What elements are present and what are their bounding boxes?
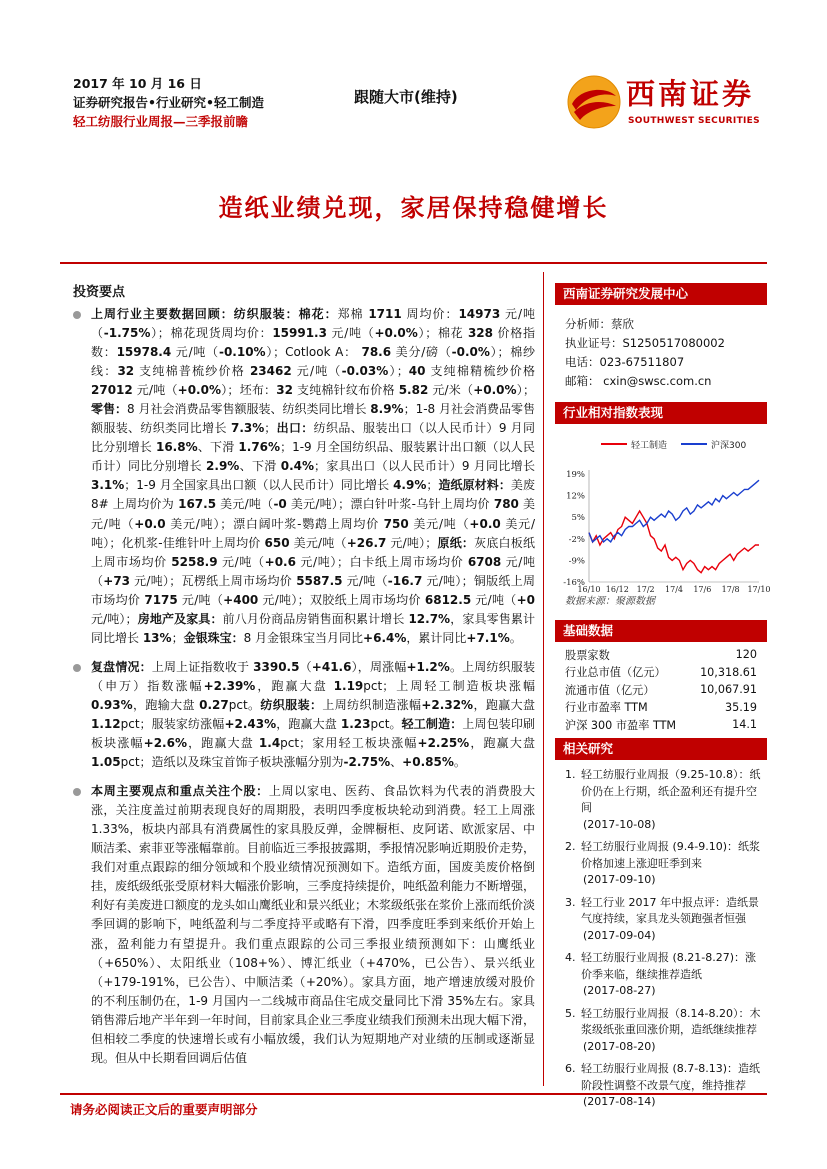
body-text: ）；棉纱线： [91,345,535,379]
related-item-date: (2017-09-10) [583,873,656,886]
basic-data-value: 35.19 [724,700,757,714]
report-name: 轻工纺服行业周报—三季报前瞻 [73,114,249,129]
related-research-list [555,767,767,1111]
related-item-date: (2017-08-20) [583,1039,656,1053]
chart-source: 数据来源：聚源数据 [565,596,655,607]
body-text: ）；坯布： [221,383,277,398]
body-text: 美元/吨（ [289,535,347,550]
body-text: ，跑赢大盘 [473,697,535,712]
emphasis-text: 0.4% [280,459,315,474]
phone: 电话：023-67511807 [565,355,685,369]
body-text: 元/米（ [428,383,474,398]
body-text: ，跑赢大盘 [276,716,341,731]
emphasis-text: 13% [142,630,172,645]
emphasis-text: 750 [383,516,409,531]
basic-data-label: 行业市盈率 TTM [565,701,648,715]
body-text: pct；服装家纺涨幅 [120,716,225,731]
body-text: 支纯棉针纹布价格 [292,383,399,398]
emphasis-text: -0 [273,497,287,512]
y-tick-label: 5% [571,513,585,524]
x-tick-label: 17/10 [747,585,771,594]
basic-data-title: 基础数据 [555,620,767,642]
email[interactable]: 邮箱： cxin@swsc.com.cn [565,374,712,388]
body-text: 元/吨）；双胶纸上周市场均价 [258,592,425,607]
emphasis-text: 0.27 [199,697,229,712]
emphasis-text: +400 [223,592,259,607]
emphasis-text: 780 [493,497,519,512]
body-text: 元/吨）； [91,611,138,626]
body-text: 前八月份商品房销售面积累计增长 [222,611,409,626]
related-research-item[interactable] [565,950,767,1000]
y-tick-label: -16% [563,578,585,588]
body-text: 元/吨（ [471,592,517,607]
y-tick-label: -9% [568,556,585,567]
body-text: 元/吨（ [132,383,178,398]
emphasis-text: -2.75% [343,755,391,770]
body-text: 美元/吨）；漂白阔叶浆-鹦鹉上周均价 [165,516,384,531]
basic-data-value: 14.1 [732,718,757,732]
legend-label: 沪深300 [711,441,747,451]
rating: 跟随大市(维持) [354,88,458,106]
emphasis-text: 金银珠宝： [183,630,244,645]
index-chart-title: 行业相对指数表现 [555,402,767,424]
related-item-title: 轻工纺服行业周报（8.14-8.20）：木浆级纸张重回涨价期，造纸继续推荐 [581,1006,761,1036]
emphasis-text: +2.25% [417,736,470,751]
basic-data-panel [555,620,767,734]
summary-paragraph [73,658,535,772]
bullet-icon [73,311,81,319]
emphasis-text: +0.0 [469,516,501,531]
related-item-date: (2017-10-08) [583,817,656,831]
footer-divider [60,1093,767,1095]
emphasis-text: 零售： [91,402,128,417]
body-text: 周均价： [401,307,459,321]
research-center-panel [555,283,767,391]
related-research-item[interactable] [565,1006,767,1056]
emphasis-text: 12.7% [408,611,451,626]
x-tick-label: 17/6 [693,585,712,594]
emphasis-text: 7175 [144,592,178,607]
emphasis-text: 1.19 [333,678,364,693]
related-research-title: 相关研究 [555,738,767,760]
basic-data-row [555,699,767,717]
column-divider [543,272,544,1086]
body-text: 8 月金银珠宝当月同比 [243,630,364,645]
emphasis-text: +2.6% [143,736,187,751]
emphasis-text: +7.1% [466,630,510,645]
body-text: 支纯棉精梳纱价格 [425,364,535,379]
body-text: 元/吨（ [91,307,535,341]
related-research-item[interactable] [565,839,767,889]
index-chart [555,430,771,594]
related-item-title: 轻工纺服行业周报（9.25-10.8）：纸价仍在上行期，纸企盈利还有提升空间 [581,768,761,814]
body-text: 。 [453,755,466,770]
report-header [73,74,264,131]
emphasis-text: +0.6 [264,554,296,569]
body-text: 灰底白板纸上周市场均价 [91,535,535,569]
body-text: （ [299,659,312,674]
body-text: 美元/吨）；化机浆-佳维针叶上周均价 [91,516,536,550]
emphasis-text: 27012 [91,383,133,398]
emphasis-text: -16.7 [387,573,423,588]
basic-data-label: 沪深 300 市盈率 TTM [565,718,677,732]
footer-disclaimer: 请务必阅读正文后的重要声明部分 [70,1102,258,1117]
body-text: ）；Cotlook A： [265,345,362,360]
emphasis-text: 23462 [249,364,292,379]
emphasis-text: +1.2% [406,659,450,674]
related-item-title: 轻工纺服行业周报 (8.7-8.13)：造纸阶段性调整不改景气度，维持推荐 [581,1062,761,1092]
title-divider [60,262,767,264]
emphasis-text: +26.7 [346,535,387,550]
emphasis-text: 本周主要观点和重点关注个股： [91,784,269,799]
emphasis-text: -1.75% [103,326,151,341]
body-text: pct；家用轻工板块涨幅 [280,736,418,751]
body-text: 元/吨（ [171,345,219,360]
basic-data-label: 流通市值（亿元） [565,683,655,697]
body-text: 元/吨（ [217,554,265,569]
body-text: 元/吨）；白卡纸上周市场均价 [295,554,468,569]
emphasis-text: +2.32% [421,697,474,712]
emphasis-text: 轻工制造： [401,716,463,731]
basic-data-value: 10,067.91 [700,683,757,697]
related-item-number: 3. [565,895,576,909]
body-text: 上周包装印刷板块涨幅 [91,716,535,751]
basic-data-value: 120 [735,648,757,662]
body-text: 元/吨（ [91,554,535,588]
body-text: ）；棉花 [417,326,468,341]
body-text: 元/吨）；铜版纸上周市场均价 [91,573,535,607]
body-text: 元/吨（ [291,364,342,379]
emphasis-text: 5.82 [398,383,429,398]
body-text: 元/吨（ [342,573,388,588]
emphasis-text: 出口： [276,421,314,436]
emphasis-text: 纺织服装： [260,697,323,712]
emphasis-text: 167.5 [178,497,217,512]
related-item-title: 轻工行业 2017 年中报点评：造纸景气度持续，家具龙头领跑强者恒强 [581,895,759,925]
related-item-number: 1. [565,768,576,781]
y-tick-label: 19% [566,470,585,480]
body-text: ；1-9 月全国家具出口额（以人民币计）同比增长 [124,478,394,493]
body-text: 美元/吨（ [216,497,274,512]
body-text: ）； [516,383,535,398]
emphasis-text: 5258.9 [171,554,218,569]
report-date: 2017 年 10 月 16 日 [73,76,202,91]
body-text: 价格指数： [91,326,535,360]
emphasis-text: 1.76% [238,440,281,455]
body-text: ）；棉花现货周均价： [150,326,273,341]
emphasis-text: 1711 [368,307,402,321]
emphasis-text: +0.0% [177,383,221,398]
body-text: ，跑输大盘 [132,697,200,712]
related-item-title: 轻工纺服行业周报 (9.4-9.10)：纸浆价格加速上涨迎旺季到来 [581,840,761,870]
body-text: ，家具零售累计同比增长 [91,611,535,645]
related-item-number: 6. [565,1062,576,1075]
emphasis-text: 5587.5 [296,573,343,588]
body-text: 、下滑 [197,440,239,455]
related-research-item[interactable] [565,895,767,945]
logo-emblem-icon [566,74,622,130]
emphasis-text: +0.85% [402,755,454,770]
emphasis-text: 2.9% [206,459,240,474]
research-center-title: 西南证券研究发展中心 [555,283,767,305]
emphasis-text: 原纸： [437,535,475,550]
emphasis-text: 32 [276,383,293,398]
body-text: 纺织品、服装出口（以人民币计）9 月同比分别增长 [91,421,535,455]
report-category: 证券研究报告•行业研究•轻工制造 [73,95,264,110]
body-text: ，累计同比 [406,630,467,645]
body-text: 、 [390,755,403,770]
emphasis-text: +2.43% [224,716,277,731]
related-item-title: 轻工纺服行业周报 (8.21-8.27)：涨价季来临，继续推荐造纸 [581,951,757,981]
summary-paragraph [73,782,535,1068]
body-text: pct；造纸以及珠宝首饰子板块涨幅分别为 [120,755,344,770]
emphasis-text: 328 [467,326,493,341]
related-item-date: (2017-08-14) [583,1095,656,1108]
emphasis-text: 1.12 [91,716,121,731]
emphasis-text: 16.8% [155,440,198,455]
emphasis-text: 15978.4 [116,345,172,360]
body-text: ）； [388,364,409,379]
body-text: 。 [509,630,522,645]
emphasis-text: -0.03% [341,364,389,379]
logo-text-cn: 西南证券 [626,77,755,111]
license-no: 执业证号：S1250517080002 [565,336,725,350]
body-text: 元/吨）； [386,535,438,550]
emphasis-text: 40 [408,364,426,379]
body-text: 美元/吨）；漂白针叶浆-乌针上周均价 [286,497,494,512]
body-text: ，跑赢大盘 [469,736,535,751]
basic-data-row [555,664,767,682]
emphasis-text: 32 [117,364,135,379]
x-tick-label: 17/4 [665,585,683,594]
body-text: 美元/吨（ [91,497,535,531]
emphasis-text: 1.4 [258,736,281,751]
body-text: 上周上证指数收于 [151,659,254,674]
emphasis-text: 1.05 [91,755,121,770]
emphasis-text: +2.39% [203,678,256,693]
body-text: 。上周纺织服装（申万）指数涨幅 [91,659,535,693]
section-title: 投资要点 [73,285,126,300]
body-text: ；1-8 月社会消费品零售额服装、纺织类同比增长 [91,402,535,436]
index-chart-panel [555,402,771,607]
analyst: 分析师：蔡欣 [565,317,634,331]
y-tick-label: -2% [568,534,585,545]
emphasis-text: 纺织服装： [233,307,299,321]
page-title: 造纸业绩兑现，家居保持稳健增长 [218,194,609,222]
x-tick-label: 17/8 [721,585,740,594]
emphasis-text: +0.0% [374,326,418,341]
emphasis-text: 棉花： [298,307,338,321]
emphasis-text: 4.9% [393,478,427,493]
emphasis-text: +41.6 [311,659,352,674]
body-text: ；1-9 月全国纺织品、服装累计出口额（以人民币计）同比分别增长 [91,440,535,474]
x-tick-label: 16/12 [605,585,629,594]
related-research-item[interactable] [565,767,767,833]
x-tick-label: 17/2 [636,585,655,594]
body-text: 美元/吨（ [408,516,470,531]
emphasis-text: 3.1% [91,478,125,493]
summary-paragraph [73,305,535,648]
emphasis-text: 15991.3 [272,326,327,341]
body-text: 郑棉 [337,307,369,321]
body-text: ，跑赢大盘 [255,678,334,693]
legend-label: 轻工制造 [631,441,668,451]
basic-data-label: 行业总市值（亿元） [565,666,666,680]
related-item-number: 5. [565,1006,576,1020]
emphasis-text: 复盘情况： [91,659,152,674]
basic-data-label: 股票家数 [565,648,610,662]
emphasis-text: 7.3% [230,421,265,436]
emphasis-text: +0.0% [473,383,517,398]
emphasis-text: +0 [516,592,535,607]
basic-data-value: 10,318.61 [700,665,757,679]
body-text: 上周以家电、医药、食品饮料为代表的消费股大涨，关注度盖过前期表现良好的周期股，表明四季度板块轮动到消费。轻工上周涨 1.33%，板块内部具有消费属性的家具股反弹，金牌橱柜、皮阿诺、欧派家居、中顺洁柔、索菲亚等涨幅靠前。目前临近三季报披露期，季报情况影响近期股价走势，我们对重点跟踪的细分领域和个股业绩情况预测如下。造纸方面，国废美废价格倒挂，废纸级纸张受原材料大幅涨价影响，三季度持续提价，吨纸盈利能力不断增强，利好有美废进口额度的龙头如山鹰纸业和景兴纸业；木浆级纸张在浆价上涨而纸价淡季回调的影响下，吨纸盈利与二季度持平或略有下滑，四季度旺季到来纸价开始上涨，盈利能力有望提升。我们重点跟踪的公司三季报业绩预测如下：山鹰纸业（+650%）、太阳纸业（108+%）、博汇纸业（+470%，已公告）、景兴纸业（+179-191%，已公告）、中顺洁柔（+20%）。家具方面，地产增速放缓对股价的不利压制仍在，1-9 月国内一二线城市商品住宅成交量同比下滑 35%左右。家具销售滞后地产半年到一年时间，目前家具企业三季度业绩我们预测未出现大幅下滑，但相较二季度的快速增长或有小幅放缓，我们认为短期地产对业绩的压制或逐渐显现。但从中长期看回调后估值 [91,784,536,1065]
body-text: ； [264,421,277,436]
related-item-number: 4. [565,951,576,964]
body-text: pct；上周轻工制造板块涨幅 [363,678,535,693]
body-text: 支纯棉普梳纱价格 [134,364,250,379]
series-line-csi300 [589,480,759,542]
body-text: pct。 [370,716,402,731]
body-text: ； [426,478,439,493]
emphasis-text: 8.9% [370,402,404,417]
main-content [73,305,535,1078]
basic-data-table [555,646,767,734]
body-text: 美废 8# 上周均价为 [91,478,535,512]
body-text: ；家具出口（以人民币计）9 月同比增长 [314,459,535,474]
emphasis-text: 造纸原材料： [438,478,511,493]
emphasis-text: -0.0% [451,345,490,360]
body-text: ，跑赢大盘 [186,736,259,751]
x-tick-label: 16/10 [577,585,601,594]
emphasis-text: 上周行业主要数据回顾： [91,307,234,321]
y-tick-label: 12% [566,491,585,502]
emphasis-text: 房地产及家具： [137,611,223,626]
basic-data-row [555,646,767,664]
emphasis-text: 0.93% [91,697,133,712]
body-text: 元/吨）；瓦楞纸上周市场均价 [130,573,297,588]
emphasis-text: +73 [103,573,131,588]
body-text: 上周纺织制造涨幅 [322,697,422,712]
body-text: 8 月社会消费品零售额服装、纺织类同比增长 [127,402,371,417]
body-text: 元/吨（ [177,592,224,607]
bullet-icon [73,664,81,672]
emphasis-text: 650 [264,535,290,550]
emphasis-text: 3390.5 [253,659,300,674]
related-item-date: (2017-09-04) [583,928,656,942]
body-text: pct。 [228,697,261,712]
related-item-number: 2. [565,840,576,853]
emphasis-text: 14973 [458,307,501,321]
logo-text-en: SOUTHWEST SECURITIES [628,116,760,126]
related-research-panel [555,738,767,1117]
emphasis-text: +0.0 [134,516,166,531]
related-research-item[interactable] [565,1061,767,1111]
body-text: 元/吨（ [326,326,375,341]
emphasis-text: 6812.5 [424,592,472,607]
emphasis-text: 1.23 [340,716,371,731]
emphasis-text: 78.6 [361,345,392,360]
basic-data-row [555,716,767,734]
emphasis-text: 6708 [467,554,502,569]
basic-data-row [555,681,767,699]
related-item-date: (2017-08-27) [583,984,656,997]
body-text: ； [171,630,184,645]
emphasis-text: -0.10% [218,345,266,360]
bullet-icon [73,788,81,796]
company-logo [566,72,766,134]
series-line-light-industry [589,511,759,573]
body-text: 、下滑 [239,459,281,474]
emphasis-text: +6.4% [363,630,407,645]
body-text: 美分/磅（ [391,345,452,360]
body-text: ），周涨幅 [351,659,407,674]
